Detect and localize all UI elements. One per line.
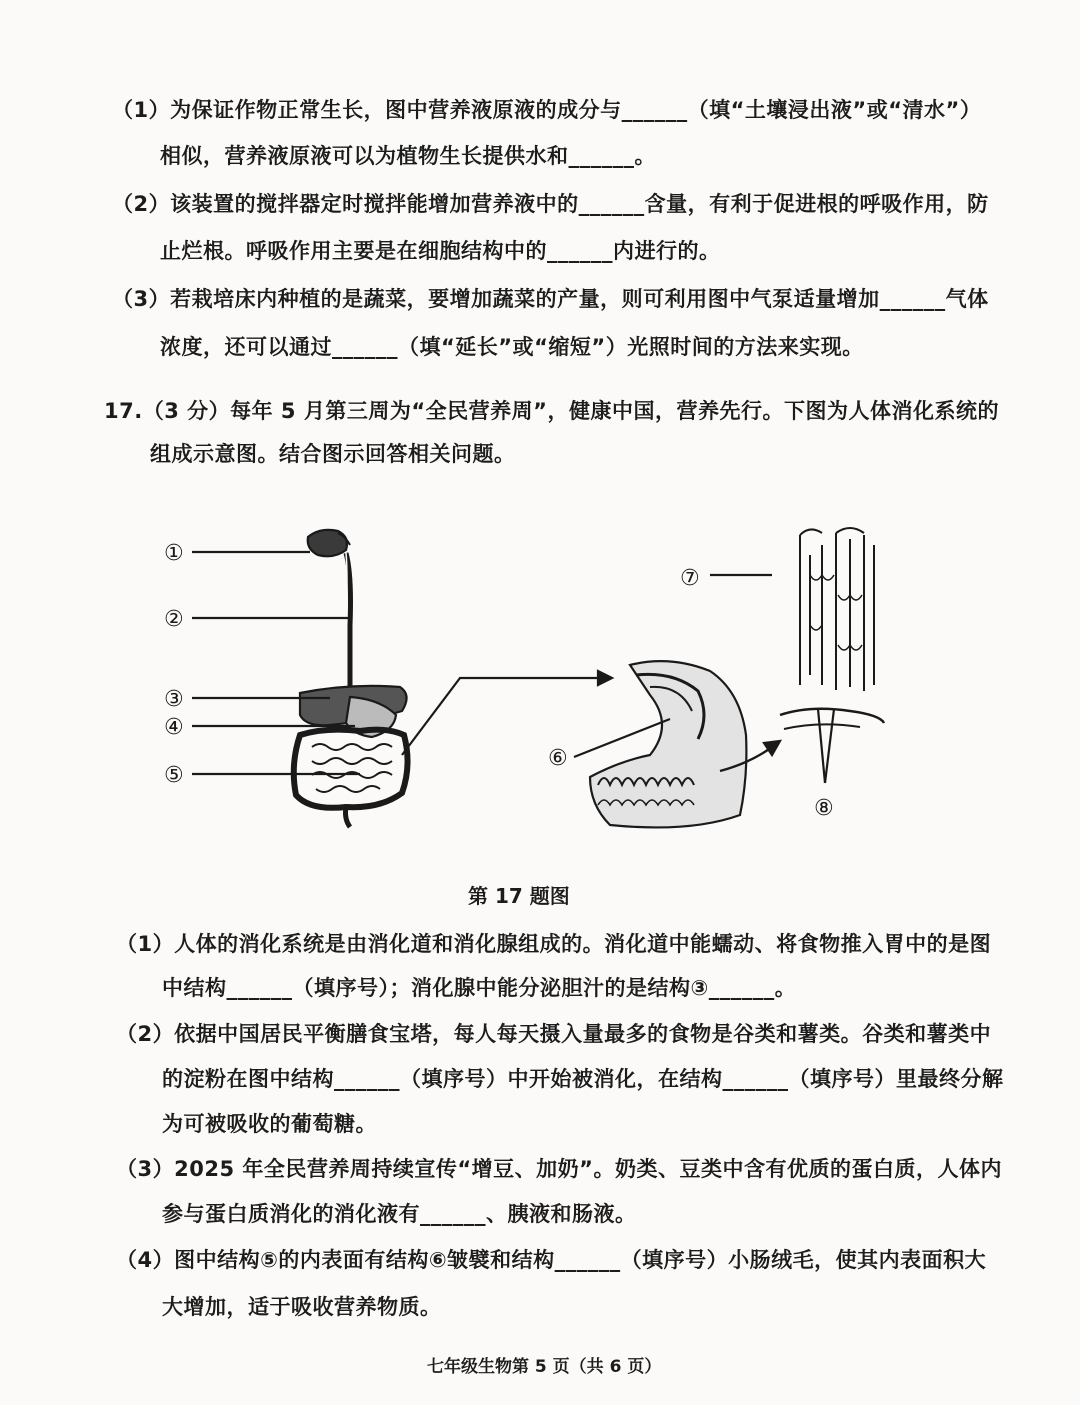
label-6: ⑥ [548, 746, 568, 771]
q17-p2-line2: 的淀粉在图中结构______（填序号）中开始被消化，在结构______（填序号）里最终分解 [162, 1067, 1004, 1091]
label-8: ⑧ [814, 796, 834, 821]
q16-p3-line1: （3）若栽培床内种植的是蔬菜，要增加蔬菜的产量，则可利用图中气泵适量增加______气体 [112, 287, 989, 311]
label-3: ③ [164, 687, 184, 712]
label-4: ④ [164, 715, 184, 740]
q17-p1-line1: （1）人体的消化系统是由消化道和消化腺组成的。消化道中能蠕动、将食物推入胃中的是图 [116, 932, 992, 956]
q17-intro-line1: 17.（3 分）每年 5 月第三周为“全民营养周”，健康中国，营养先行。下图为人体消化系统的 [104, 399, 999, 423]
page-footer: 七年级生物第 5 页（共 6 页） [427, 1357, 662, 1377]
q17-p1-line2: 中结构______（填序号）；消化腺中能分泌胆汁的是结构③______。 [162, 976, 797, 1000]
small-intestine-drawing [312, 744, 392, 792]
label-2: ② [164, 607, 184, 632]
q17-intro-line2: 组成示意图。结合图示回答相关问题。 [150, 442, 516, 466]
q16-p1-line2: 相似，营养液原液可以为植物生长提供水和______。 [160, 144, 656, 168]
q17-p3-line2: 参与蛋白质消化的消化液有______、胰液和肠液。 [162, 1202, 637, 1226]
large-intestine-drawing [294, 730, 408, 808]
villus-drawing [780, 528, 884, 729]
q16-p2-line1: （2）该装置的搅拌器定时搅拌能增加营养液中的______含量，有利于促进根的呼吸作用，防 [112, 192, 989, 216]
intestinal-wall-section-drawing [590, 661, 746, 827]
mouth-drawing [308, 530, 350, 556]
label-7: ⑦ [680, 566, 700, 591]
q16-p2-line2: 止烂根。呼吸作用主要是在细胞结构中的______内进行的。 [160, 239, 721, 263]
digestive-system-figure [150, 515, 910, 845]
figure-caption: 第 17 题图 [468, 884, 570, 908]
q17-p4-line2: 大增加，适于吸收营养物质。 [162, 1295, 442, 1319]
q17-p2-line3: 为可被吸收的葡萄糖。 [162, 1112, 377, 1136]
q16-p1-line1: （1）为保证作物正常生长，图中营养液原液的成分与______（填“土壤浸出液”或“清水”） [112, 98, 982, 122]
q16-p3-line2: 浓度，还可以通过______（填“延长”或“缩短”）光照时间的方法来实现。 [160, 335, 864, 359]
q17-p2-line1: （2）依据中国居民平衡膳食宝塔，每人每天摄入量最多的食物是谷类和薯类。谷类和薯类中 [116, 1022, 992, 1046]
q17-p4-line1: （4）图中结构⑤的内表面有结构⑥皱襞和结构______（填序号）小肠绒毛，使其内表面积大 [116, 1248, 987, 1272]
q17-p3-line1: （3）2025 年全民营养周持续宣传“增豆、加奶”。奶类、豆类中含有优质的蛋白质，人体内 [116, 1157, 1002, 1181]
label-1: ① [164, 541, 184, 566]
label-5: ⑤ [164, 763, 184, 788]
